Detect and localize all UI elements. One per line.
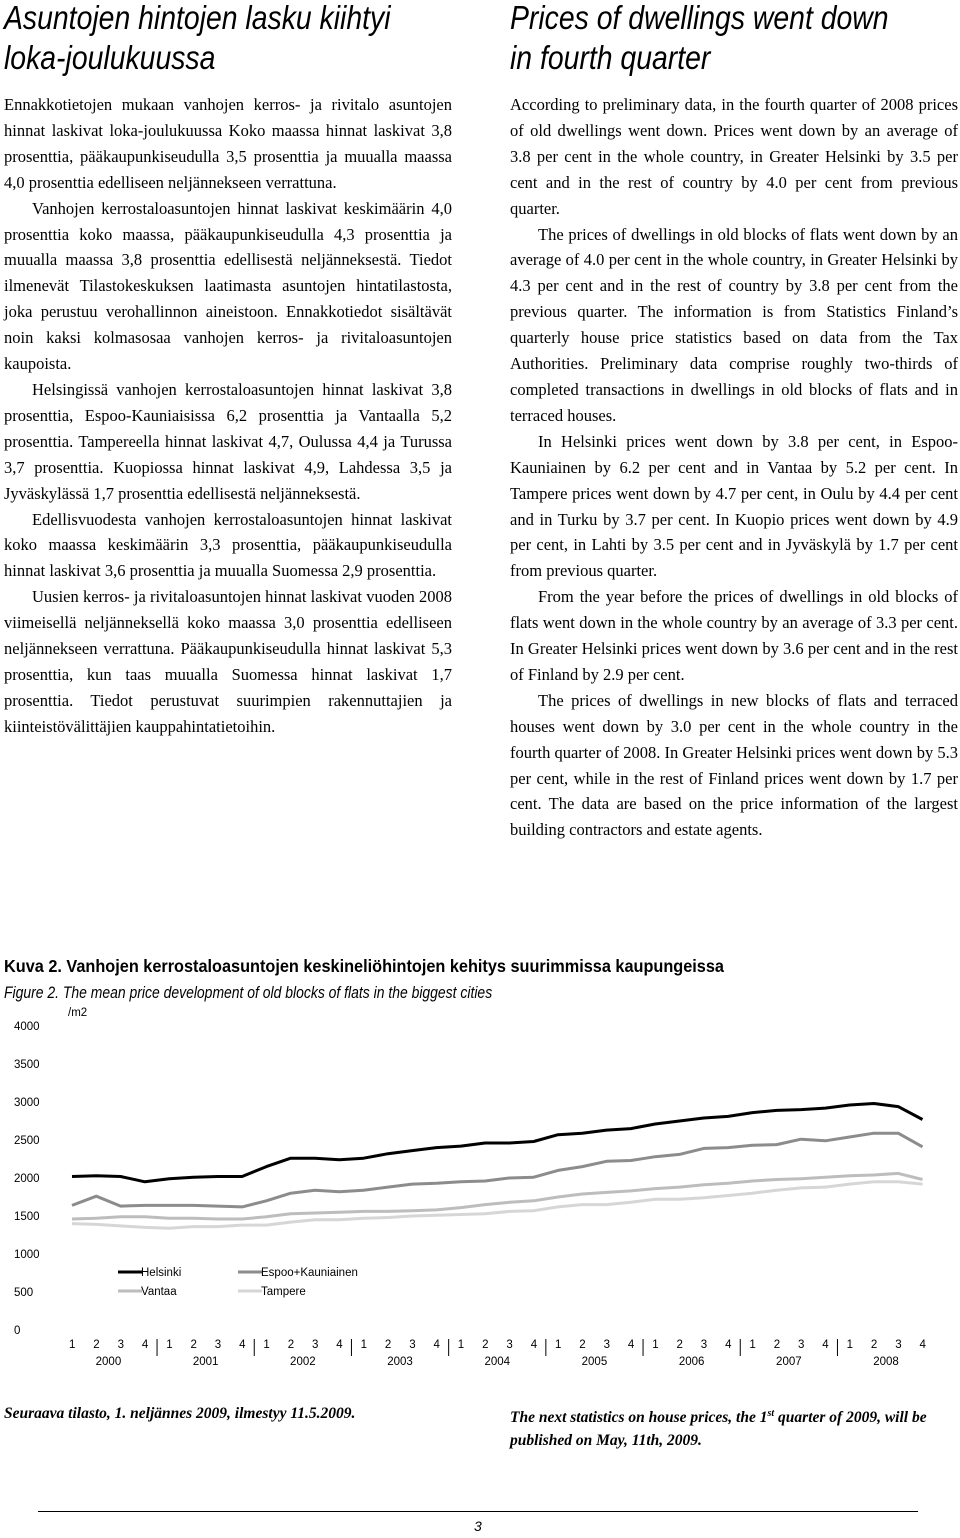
finnish-paragraph: Edellisvuodesta vanhojen kerrostaloasuntojen hinnat laskivat koko maassa keskimäärin 3,3 prosenttia, pääkaupunkiseudulla hinnat laskivat 3,6 prosenttia ja muualla Suomessa 2,9 prosenttia. [4,509,452,581]
english-title-line2: in fourth quarter [510,39,711,76]
note-text-start: The next statistics on house prices, the 1 [510,1409,768,1427]
x-quarter-label: 1 [457,1339,465,1351]
english-paragraph: From the year before the prices of dwellings in old blocks of flats went down in the whole country by an average of 3.3 per cent. In Greater Helsinki prices went down by 3.6 per cent and in the rest of Finland by 2.9 per cent. [510,587,958,684]
x-quarter-label: 3 [798,1339,805,1351]
y-tick-label: 1500 [14,1211,40,1223]
x-quarter-label: 4 [530,1339,538,1351]
x-quarter-label: 2 [287,1339,295,1351]
x-quarter-label: 4 [336,1339,343,1351]
x-year-label: 2001 [192,1356,219,1368]
x-quarter-label: 4 [822,1339,829,1351]
price-line-chart [0,1000,960,1380]
y-axis-unit-label: /m2 [68,1007,88,1019]
y-tick-label: 2000 [14,1173,40,1185]
y-tick-label: 3500 [14,1059,40,1071]
x-year-label: 2003 [387,1356,413,1368]
note-superscript: st [767,1408,775,1419]
finnish-paragraph: Uusien kerros- ja rivitaloasuntojen hinnat laskivat vuoden 2008 viimeisellä neljänneksellä koko maassa 3,0 prosenttia edelliseen neljännekseen verrattuna. Pääkaupunkiseudulla hinnat laskivat 5,3 prosenttia, kun taas muualla Suomessa hinnat laskivat 1,7 prosenttia. Tiedot perustuvat suurimpien rakennuttajien ja kiinteistövälittäjien kauppahintatietoihin. [4,587,452,736]
english-text-column [510,92,958,843]
y-tick-label: 3000 [14,1097,40,1109]
x-quarter-label: 1 [360,1339,368,1351]
x-year-label: 2004 [484,1356,511,1368]
x-quarter-label: 4 [239,1339,246,1351]
x-quarter-label: 1 [652,1339,659,1351]
x-quarter-label: 3 [895,1339,902,1351]
legend-label: Espoo+Kauniainen [261,1267,358,1279]
finnish-paragraph: Ennakkotietojen mukaan vanhojen kerros- ja rivitalo asuntojen hinnat laskivat loka-joulukuussa Koko maassa hinnat laskivat 3,8 prosenttia, pääkaupunkiseudulla 3,5 prosenttia ja muualla maassa 4,0 prosenttia edelliseen neljännekseen verrattuna. [4,95,452,192]
x-year-label: 2000 [95,1356,122,1368]
finnish-title [4,0,391,78]
x-quarter-label: 2 [482,1339,489,1351]
finnish-paragraph: Helsingissä vanhojen kerrostaloasuntojen hinnat laskivat 3,8 prosenttia, Espoo-Kauniaisissa 6,2 prosenttia ja Vantaalla 5,2 prosenttia. Tampereella hinnat laskivat 4,7, Oulussa 4,4 ja Turussa 3,7 prosenttia. Kuopiossa hinnat laskivat 4,9, Lahdessa 3,5 ja Jyväskylässä 1,7 prosenttia edellisestä neljänneksestä. [4,379,452,503]
x-quarter-label: 1 [263,1339,270,1351]
figure-title: Kuva 2. Vanhojen kerrostaloasuntojen keskineliöhintojen kehitys suurimmissa kaupungeissa [4,956,724,976]
x-year-label: 2002 [290,1356,316,1368]
finnish-text-column [4,92,452,740]
x-quarter-label: 4 [919,1339,926,1351]
x-quarter-label: 3 [409,1339,416,1351]
english-title [510,0,889,78]
y-tick-label: 2500 [14,1135,40,1147]
note-text-end: quarter of 2009, will be published on May, 11th, 2009. [510,1409,927,1450]
finnish-next-release-note: Seuraava tilasto, 1. neljännes 2009, ilmestyy 11.5.2009. [4,1405,356,1422]
figure-subtitle: Figure 2. The mean price development of old blocks of flats in the biggest cities [4,983,493,1002]
finnish-title-line2: loka-joulukuussa [4,39,216,76]
x-quarter-label: 1 [846,1339,854,1351]
english-next-release-note [510,1402,960,1452]
x-quarter-label: 4 [141,1339,149,1351]
x-quarter-label: 4 [725,1339,732,1351]
x-quarter-label: 3 [700,1339,708,1351]
legend-label: Tampere [261,1286,306,1298]
legend-label: Vantaa [141,1286,177,1298]
x-quarter-label: 4 [627,1339,635,1351]
x-year-label: 2007 [776,1356,802,1368]
x-quarter-label: 2 [384,1339,392,1351]
x-quarter-label: 2 [93,1339,100,1351]
x-year-label: 2005 [581,1356,608,1368]
x-quarter-label: 3 [506,1339,513,1351]
x-quarter-label: 2 [676,1339,683,1351]
x-quarter-label: 3 [603,1339,611,1351]
y-tick-label: 4000 [14,1021,40,1033]
x-quarter-label: 2 [190,1339,197,1351]
x-quarter-label: 2 [579,1339,586,1351]
english-paragraph: The prices of dwellings in old blocks of flats went down by an average of 4.0 per cent in the whole country, in Greater Helsinki by 4.3 per cent and in the rest of country by 3.8 per cent from the previous quarter. The information is from Statistics Finland’s quarterly house price statistics based on data from the Tax Authorities. Preliminary data comprise roughly two-thirds of completed transactions in dwellings in old blocks of flats and in terraced houses. [510,224,958,425]
finnish-title-line1: Asuntojen hintojen lasku kiihtyi [4,0,391,36]
y-tick-label: 0 [14,1325,21,1337]
english-paragraph: The prices of dwellings in new blocks of flats and terraced houses went down by 3.0 per cent in the whole country in the fourth quarter of 2008. In Greater Helsinki prices went down by 5.3 per cent, while in the rest of Finland prices went down by 1.7 per cent. The data are based on the price information of the largest building contractors and estate agents. [510,690,958,840]
x-year-label: 2008 [873,1356,899,1368]
y-tick-label: 500 [14,1287,34,1299]
x-quarter-label: 3 [312,1339,319,1351]
x-quarter-label: 3 [214,1339,222,1351]
y-tick-label: 1000 [14,1249,40,1261]
x-quarter-label: 2 [773,1339,781,1351]
x-quarter-label: 3 [117,1339,125,1351]
x-year-label: 2006 [678,1356,705,1368]
x-quarter-label: 1 [69,1339,76,1351]
x-quarter-label: 1 [166,1339,173,1351]
english-paragraph: According to preliminary data, in the fourth quarter of 2008 prices of old dwellings went down. Prices went down by an average of 3.8 per cent in the whole country, in Greater Helsinki by 3.5 per cent and in the rest of country by 4.0 per cent from previous quarter. [510,95,958,218]
x-quarter-label: 4 [433,1339,440,1351]
legend-label: Helsinki [141,1267,182,1279]
x-quarter-label: 1 [555,1339,562,1351]
footer-divider [38,1511,918,1512]
english-title-line1: Prices of dwellings went down [510,0,889,36]
page-number: 3 [474,1518,482,1534]
x-quarter-label: 2 [870,1339,878,1351]
x-quarter-label: 1 [749,1339,756,1351]
series-line [72,1104,923,1182]
english-paragraph: In Helsinki prices went down by 3.8 per cent, in Espoo-Kauniainen by 6.2 per cent and in Vantaa by 5.2 per cent. In Tampere prices went down by 4.7 per cent, in Oulu by 4.4 per cent and in Turku by 3.7 per cent. In Kuopio prices went down by 4.9 per cent, in Lahti by 3.5 per cent and in Jyväskylä by 1.7 per cent from previous quarter. [510,431,958,581]
finnish-paragraph: Vanhojen kerrostaloasuntojen hinnat laskivat keskimäärin 4,0 prosenttia koko maassa, pääkaupunkiseudulla 4,3 prosenttia ja muualla maassa 3,8 prosenttia edellisestä neljänneksestä. Tiedot ilmenevät Tilastokeskuksen laatimasta asuntojen hintatilastosta, joka perustuu verohallinnon aineistoon. Ennakkotiedot sisältävät noin kaksi kolmasosaa vanhojen kerros- ja rivitaloasuntojen kaupoista. [4,198,452,374]
